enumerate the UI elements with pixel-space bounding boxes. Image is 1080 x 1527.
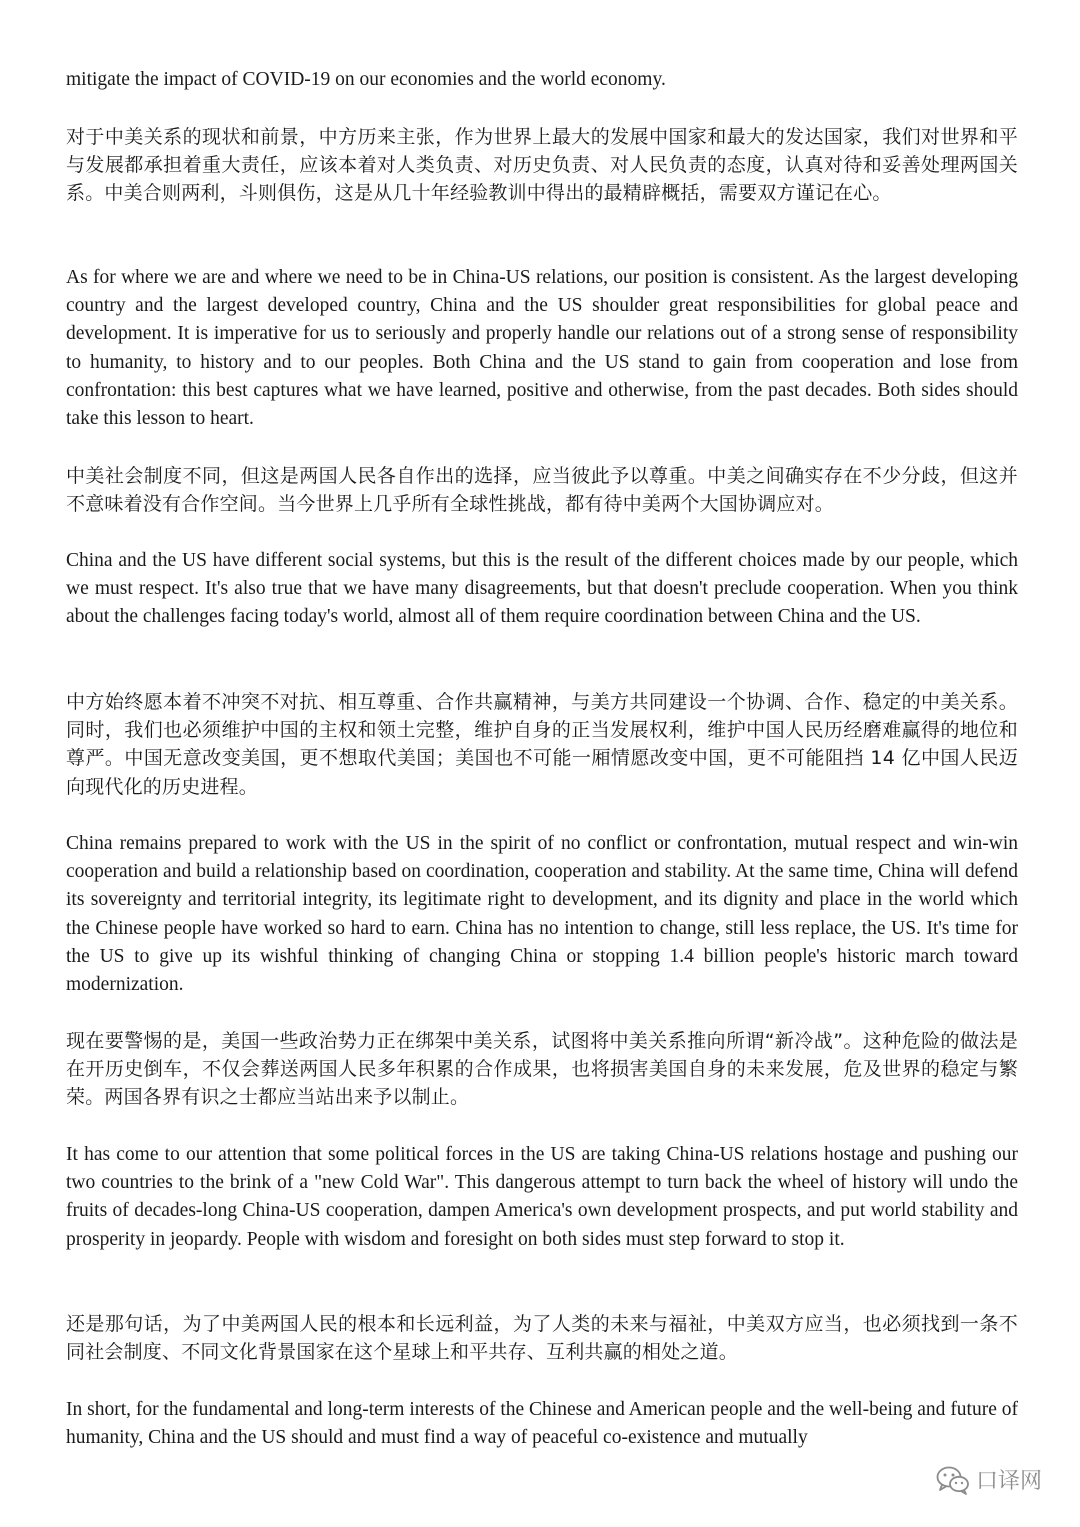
watermark	[936, 1464, 1042, 1495]
paragraph-11: In short, for the fundamental and long-term interests of the Chinese and American people and the well-being and future of humanity, China and the US should and must find a way of peaceful co-existence and mutually	[66, 1399, 1018, 1449]
paragraph-6: 中方始终愿本着不冲突不对抗、相互尊重、合作共赢精神，与美方共同建设一个协调、合作、稳定的中美关系。同时，我们也必须维护中国的主权和领土完整，维护自身的正当发展权利，维护中国人民历经磨难赢得的地位和尊严。中国无意改变美国，更不想取代美国；美国也不可能一厢情愿改变中国，更不可能阻挡 14 亿中国人民迈向现代化的历史进程。	[66, 691, 1018, 798]
watermark-text: 口译网	[975, 1469, 1042, 1494]
paragraph-2: 对于中美关系的现状和前景，中方历来主张，作为世界上最大的发展中国家和最大的发达国家，我们对世界和平与发展都承担着重大责任，应该本着对人类负责、对历史负责、对人民负责的态度，认真对待和妥善处理两国关系。中美合则两利，斗则俱伤，这是从几十年经验教训中得出的最精辟概括，需要双方谨记在心。	[66, 126, 1018, 205]
paragraph-9: It has come to our attention that some political forces in the US are taking China-US relations hostage and pushing our two countries to the brink of a "new Cold War". This dangerous attempt to turn back the wheel of history will undo the fruits of decades-long China-US cooperation, dampen America's own development prospects, and put world stability and prosperity in jeopardy. People with wisdom and foresight on both sides must step forward to stop it.	[66, 1144, 1018, 1250]
paragraph-8: 现在要警惕的是，美国一些政治势力正在绑架中美关系，试图将中美关系推向所谓“新冷战”。这种危险的做法是在开历史倒车，不仅会葬送两国人民多年积累的合作成果，也将损害美国自身的未来发展，危及世界的稳定与繁荣。两国各界有识之士都应当站出来予以制止。	[66, 1030, 1018, 1109]
paragraph-4: 中美社会制度不同，但这是两国人民各自作出的选择，应当彼此予以尊重。中美之间确实存在不少分歧，但这并不意味着没有合作空间。当今世界上几乎所有全球性挑战，都有待中美两个大国协调应对。	[66, 465, 1018, 516]
wechat-icon	[936, 1465, 970, 1495]
paragraph-10: 还是那句话，为了中美两国人民的根本和长远利益，为了人类的未来与福祉，中美双方应当，也必须找到一条不同社会制度、不同文化背景国家在这个星球上和平共存、互利共赢的相处之道。	[66, 1313, 1018, 1364]
paragraph-3: As for where we are and where we need to be in China-US relations, our position is consistent. As the largest developing country and the largest developed country, China and the US shoulder great responsibilities for global peace and development. It is imperative for us to seriously and properly handle our relations out of a strong sense of responsibility to humanity, to history and to our peoples. Both China and the US stand to gain from cooperation and lose from confrontation: this best captures what we have learned, positive and otherwise, from the past decades. Both sides should take this lesson to heart.	[66, 267, 1018, 430]
paragraph-5: China and the US have different social systems, but this is the result of the different choices made by our people, which we must respect. It's also true that we have many disagreements, but that doesn't preclude cooperation. When you think about the challenges facing today's world, almost all of them require coordination between China and the US.	[66, 550, 1018, 628]
paragraph-7: China remains prepared to work with the US in the spirit of no conflict or confrontation, mutual respect and win-win cooperation and build a relationship based on coordination, cooperation and stability. At the same time, China will defend its sovereignty and territorial integrity, its legitimate right to development, and its dignity and place in the world which the Chinese people have worked so hard to earn. China has no intention to change, still less replace, the US. It's time for the US to give up its wishful thinking of changing China or stopping 1.4 billion people's historic march toward modernization.	[66, 833, 1018, 996]
paragraph-1: mitigate the impact of COVID-19 on our economies and the world economy.	[66, 69, 666, 90]
